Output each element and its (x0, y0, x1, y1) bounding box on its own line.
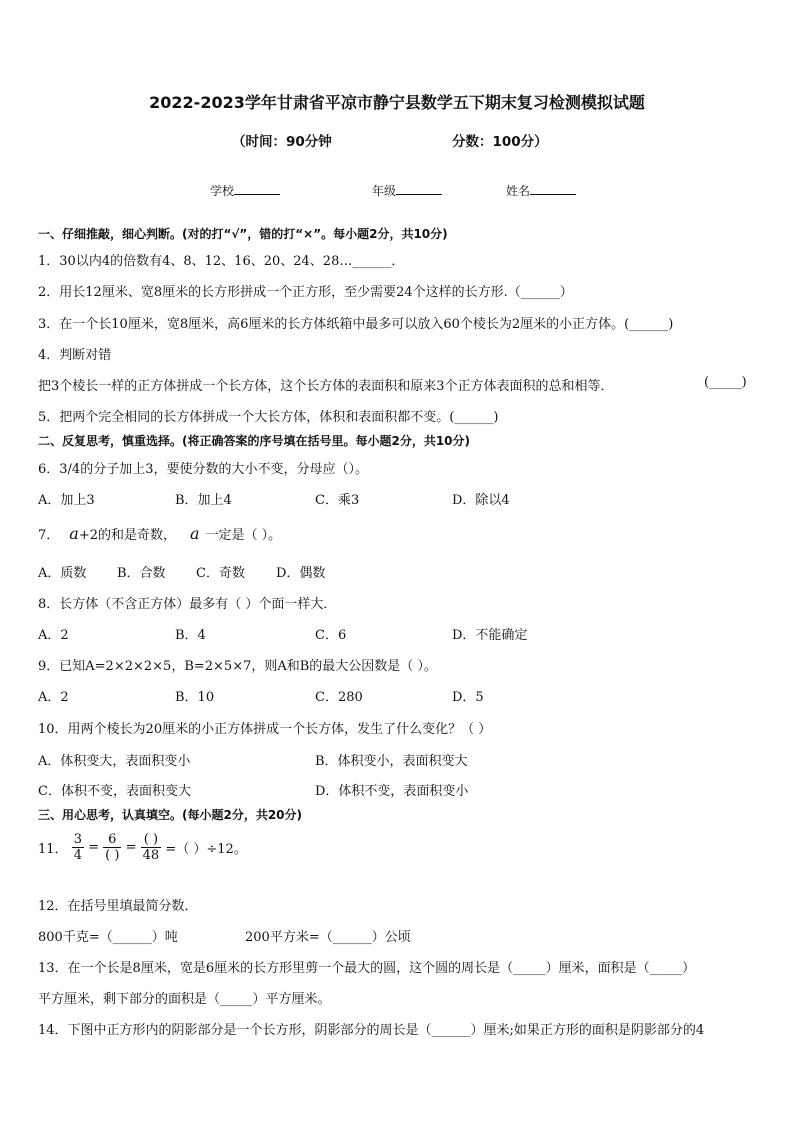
question-7 (38, 524, 281, 543)
q12-part-b: 200平方米=（______）公顷 (245, 930, 411, 945)
school-label: 学校 (210, 184, 235, 198)
grade-field (372, 182, 442, 199)
q8-option-c: C．6 (315, 628, 347, 643)
q8-option-a: A．2 (38, 628, 69, 643)
question-2: 2．用长12厘米、宽8厘米的长方形拼成一个正方形，至少需要24个这样的长方形.（______） (38, 285, 573, 300)
q11-equals-1: = (88, 840, 100, 855)
q7-option-d: D．偶数 (276, 566, 326, 581)
question-1: 1．30以内4的倍数有4、8、12、16、20、24、28…______． (38, 254, 405, 269)
q7-number: 7． (38, 528, 60, 543)
q12-part-a: 800千克=（______）吨 (38, 930, 178, 945)
q10-option-c: C．体积不变，表面积变大 (38, 784, 191, 799)
q7-option-b: B．合数 (117, 566, 166, 581)
q9-option-b: B．10 (175, 690, 215, 705)
question-4-statement: 把3个棱长一样的正方体拼成一个长方体，这个长方体的表面积和原来3个正方体表面积的总和相等． (38, 379, 614, 394)
question-8: 8．长方体（不含正方体）最多有（ ）个面一样大． (38, 597, 337, 612)
q11-end: =（ ）÷12。 (165, 842, 247, 857)
q11-f3-denominator: 48 (142, 848, 160, 863)
q9-option-c: C．280 (315, 690, 363, 705)
question-11 (38, 832, 247, 863)
section-1-heading: 一、仔细推敲，细心判断。(对的打“√”，错的打“×”。每小题2分，共10分) (38, 227, 448, 241)
school-blank[interactable] (234, 182, 280, 195)
q10-option-b: B．体积变小，表面积变大 (315, 754, 468, 769)
q11-fraction-2 (103, 832, 121, 863)
q11-f2-denominator: ( ) (105, 848, 120, 863)
q11-fraction-3 (141, 832, 162, 863)
q11-fraction-1 (72, 832, 84, 863)
question-14: 14．下图中正方形内的阴影部分是一个长方形，阴影部分的周长是（______）厘米;如果正方形的面积是阴影部分的4 (38, 1023, 705, 1038)
q7-option-a: A．质数 (38, 566, 87, 581)
q11-f2-numerator: 6 (108, 832, 117, 847)
q10-option-d: D．体积不变，表面积变小 (315, 784, 469, 799)
q8-option-b: B．4 (175, 628, 206, 643)
question-4: 4．判断对错 (38, 348, 112, 363)
q6-option-d: D．除以4 (452, 493, 510, 508)
question-3: 3．在一个长10厘米，宽8厘米，高6厘米的长方体纸箱中最多可以放入60个棱长为2厘米的小正方体。(______) (38, 317, 674, 332)
name-blank[interactable] (530, 182, 576, 195)
question-6: 6．3/4的分子加上3，要使分数的大小不变，分母应（）。 (38, 462, 368, 477)
q11-f1-numerator: 3 (73, 832, 82, 847)
question-12: 12．在括号里填最简分数． (38, 899, 198, 914)
school-field (210, 182, 280, 199)
q11-f3-numerator: ( ) (143, 832, 159, 847)
q11-number: 11． (38, 842, 68, 857)
q7-option-c: C．奇数 (196, 566, 245, 581)
grade-label: 年级 (372, 184, 397, 198)
name-field (506, 182, 576, 199)
question-10: 10．用两个棱长为20厘米的小正方体拼成一个长方体，发生了什么变化？（ ） (38, 722, 492, 737)
q8-option-d: D．不能确定 (452, 628, 528, 643)
q7-end: 一定是（ ）。 (205, 528, 282, 543)
question-4-blank: (_____) (704, 375, 747, 390)
q9-option-a: A．2 (38, 690, 69, 705)
question-13-continued: 平方厘米，剩下部分的面积是（_____）平方厘米。 (38, 992, 331, 1007)
page-title: 2022-2023学年甘肃省平凉市静宁县数学五下期末复习检测模拟试题 (149, 93, 645, 112)
exam-score: 分数：100分） (452, 134, 548, 150)
section-2-heading: 二、反复思考，慎重选择。(将正确答案的序号填在括号里。每小题2分，共10分) (38, 434, 471, 448)
q6-option-a: A．加上3 (38, 493, 95, 508)
question-13: 13．在一个长是8厘米，宽是6厘米的长方形里剪一个最大的圆，这个圆的周长是（_____）厘米，面积是（_____） (38, 961, 696, 976)
name-label: 姓名 (506, 184, 531, 198)
exam-time: （时间：90分钟 (232, 134, 332, 150)
question-5: 5．把两个完全相同的长方体拼成一个大长方体，体积和表面积都不变。(______) (38, 410, 499, 425)
q11-f1-denominator: 4 (73, 848, 82, 863)
q6-option-b: B．加上4 (175, 493, 232, 508)
question-9: 9．已知A=2×2×2×5，B=2×5×7，则A和B的最大公因数是（ ）。 (38, 659, 437, 674)
q7-variable-a-2: a (190, 524, 200, 543)
section-3-heading: 三、用心思考，认真填空。(每小题2分，共20分) (38, 808, 303, 822)
q7-middle: +2的和是奇数， (78, 528, 176, 543)
grade-blank[interactable] (396, 182, 442, 195)
q7-variable-a: a (69, 524, 79, 543)
q10-option-a: A．体积变大，表面积变小 (38, 754, 191, 769)
q11-equals-2: = (125, 840, 137, 855)
q6-option-c: C．乘3 (315, 493, 360, 508)
q9-option-d: D．5 (452, 690, 484, 705)
